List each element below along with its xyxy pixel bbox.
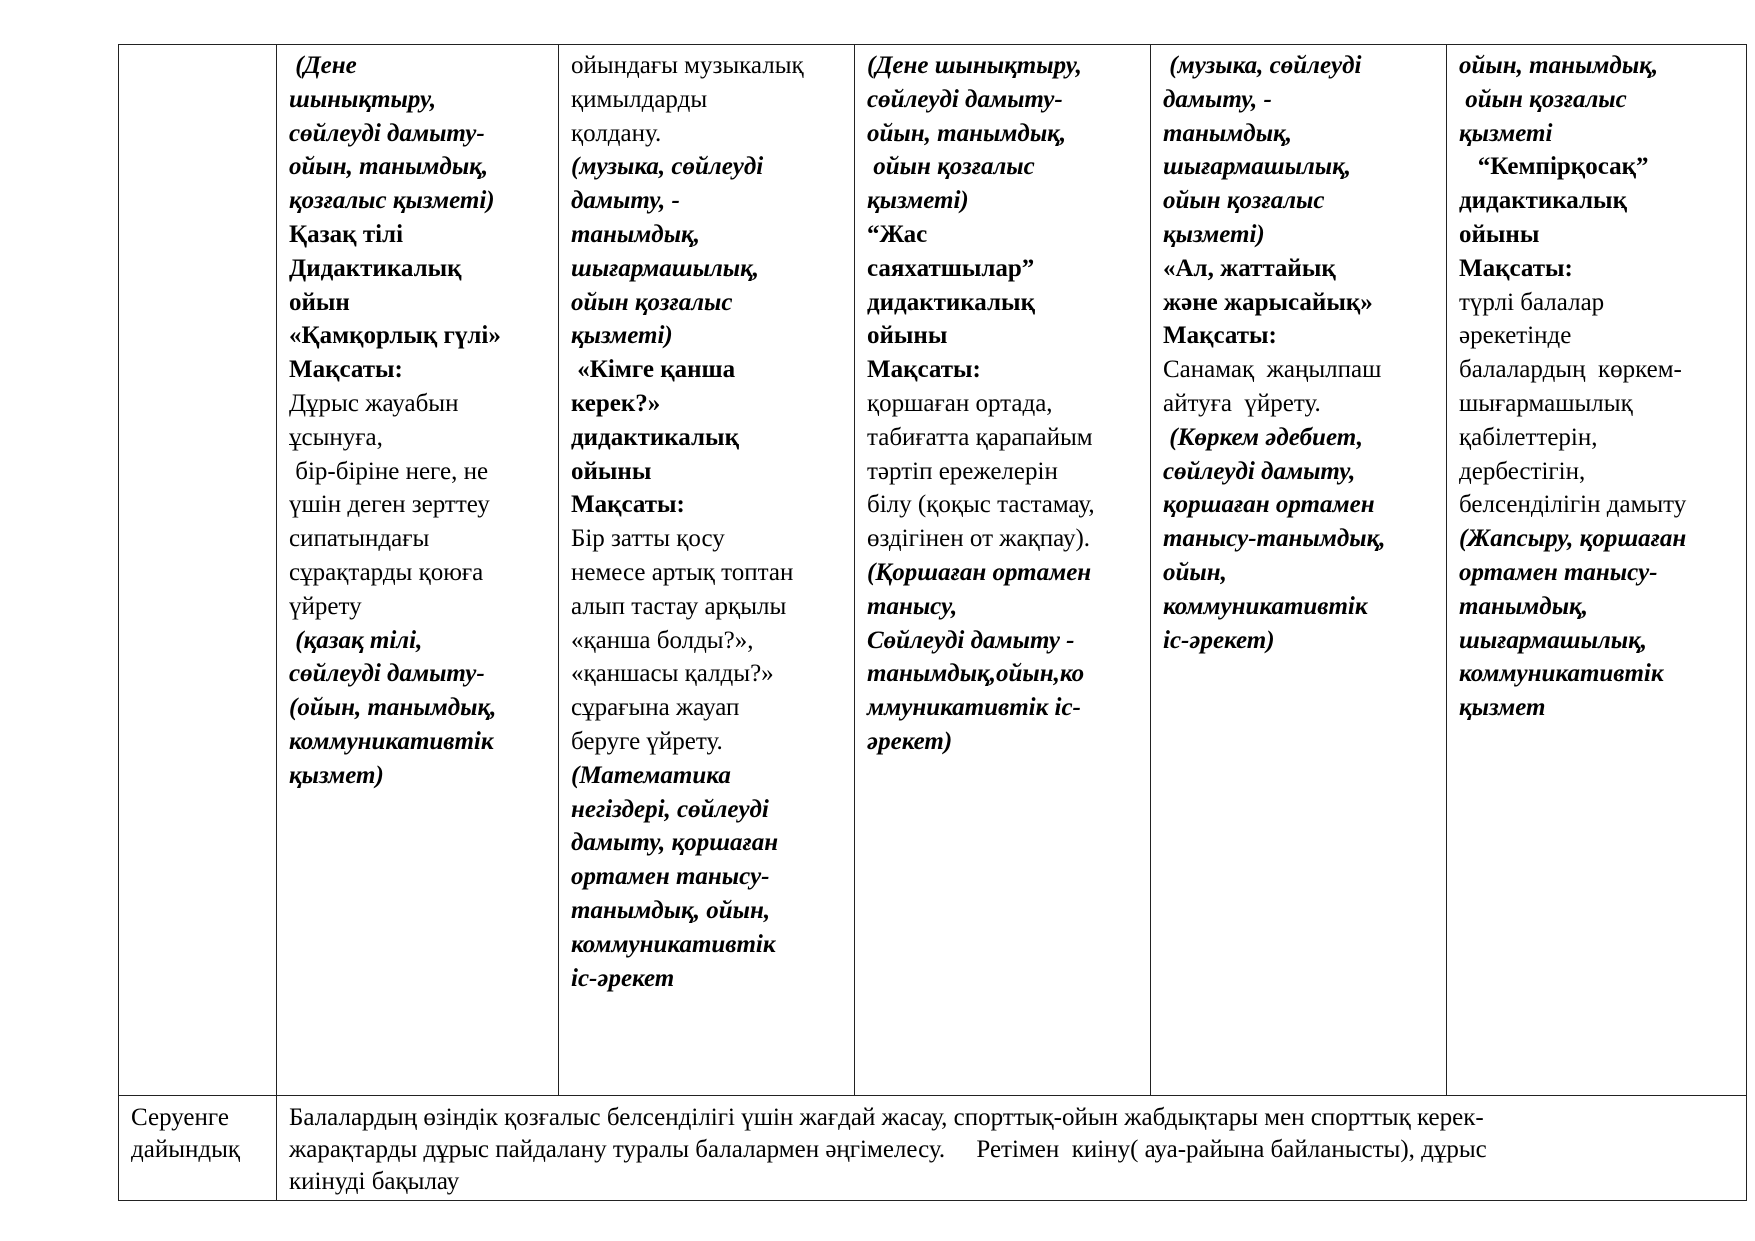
cell-text: “Кемпірқосақ” дидактикалық ойыны Мақсаты: — [1459, 153, 1649, 282]
cell-text: Санамақ жаңылпаш айтуға үйрету. — [1163, 356, 1382, 417]
cell-text: Бір затты қосу немесе артық топтан алып тастау арқылы «қанша болды?», «қаншасы қалды?» сұрағына жауап беруге үйрету. — [571, 525, 794, 755]
day-cell-2 — [559, 45, 855, 1096]
cell-text: Балалардың өзіндік қозғалыс белсенділігі үшін жағдай жасау, спорттық-ойын жабдықтары мен спорттық керек- жарақтарды дұрыс пайдалану туралы балалармен әңгімелесу. Ретімен киіну( ауа-райына байланысты), дұрыс киінуді бақылау — [289, 1104, 1487, 1195]
cell-text: ойындағы музыкалық қимылдарды қолдану. — [571, 52, 804, 147]
cell-text: (Дене шынықтыру, сөйлеуді дамыту- ойын, танымдық, ойын қозғалыс қызметі) — [867, 52, 1082, 215]
cell-text: (музыка, сөйлеуді дамыту, - танымдық, шығармашылық, ойын қозғалыс қызметі) — [1163, 52, 1362, 248]
day-cell-1 — [277, 45, 559, 1096]
cell-text: (Қоршаған ортамен танысу, Сөйлеуді дамыту - танымдық,ойын,ко ммуникативтік іс- әрекет) — [867, 558, 1092, 755]
row-label-cell — [119, 45, 277, 1096]
cell-text: “Жас саяхатшылар” дидактикалық ойыны Мақсаты: — [867, 220, 1035, 384]
activities-row — [119, 45, 1747, 1096]
cell-text: (музыка, сөйлеуді дамыту, - танымдық, шығармашылық, ойын қозғалыс қызметі) — [571, 153, 764, 350]
walk-preparation-row — [119, 1096, 1747, 1201]
day-cell-3 — [855, 45, 1151, 1096]
day-cell-4 — [1151, 45, 1447, 1096]
cell-text: (Дене шынықтыру, сөйлеуді дамыту- ойын, танымдық, қозғалыс қызметі) — [289, 52, 495, 215]
cell-text: Серуенге дайындық — [131, 1104, 241, 1163]
cell-text: түрлі балалар әрекетінде балалардың көркем- шығармашылық қабілеттерін, дербестігін, белсенділігін дамыту — [1459, 288, 1687, 519]
cell-text: (Математика негіздері, сөйлеуді дамыту, қоршаған ортамен танысу- танымдық, ойын, коммуникативтік іс-әрекет — [571, 761, 779, 992]
cell-text: (Жапсыру, қоршаған ортамен танысу- танымдық, шығармашылық, коммуникативтік қызмет — [1459, 525, 1687, 722]
walk-row-label — [119, 1096, 277, 1201]
cell-text: «Ал, жаттайық және жарысайық» Мақсаты: — [1163, 254, 1373, 350]
weekly-plan-table — [118, 44, 1747, 1201]
cell-text: (қазақ тілі, сөйлеуді дамыту- (ойын, танымдық, коммуникативтік қызмет) — [289, 626, 497, 789]
day-cell-5 — [1447, 45, 1747, 1096]
cell-text: ойын, танымдық, ойын қозғалыс қызметі — [1459, 52, 1659, 147]
walk-row-content — [277, 1096, 1747, 1201]
cell-text: «Кімге қанша керек?» дидактикалық ойыны Мақсаты: — [571, 356, 739, 519]
cell-text: Дұрыс жауабын ұсынуға, бір-біріне неге, не үшін деген зерттеу сипатындағы сұрақтарды қоюға үйрету — [289, 389, 490, 620]
cell-text: Қазақ тілі Дидактикалық ойын «Қамқорлық гүлі» Мақсаты: — [289, 220, 501, 384]
cell-text: (Көркем әдебиет, сөйлеуді дамыту, қоршаған ортамен танысу-танымдық, ойын, коммуникативтік іс-әрекет) — [1163, 423, 1386, 654]
cell-text: қоршаған ортада, табиғатта қарапайым тәртіп ережелерін білу (қоқыс тастамау, өздігінен от жақпау). — [867, 389, 1095, 553]
